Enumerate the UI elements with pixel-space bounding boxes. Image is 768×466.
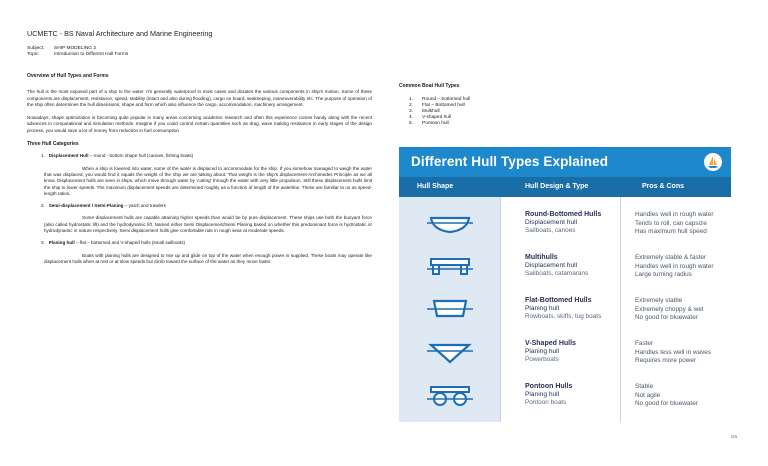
- category-item: [27, 153, 372, 197]
- col-hull-shape: Hull Shape: [417, 183, 454, 190]
- category-title: Displacement Hull: [48, 153, 89, 159]
- multihull-icon: [425, 253, 475, 279]
- overview-paragraph-1: The hull is the most exposed part of a ship to the water. It's generally waterproof in most cases and dictates the various components in ship's motion. Some of these components are displacement, resistance, speed, stability (intact and also during flooding), cargo on board, seakeeping, maneuverability etc. The purpose of operation of the ship often determines the hull dimensions, shape and form which also influence the cargo, accommodation, machinery arrangement.: [27, 89, 372, 107]
- hull-design-type: Planing hull: [525, 348, 560, 355]
- category-text: When a ship is lowered into water, some of the water is displaced to accommodate for the ship. If you somehow managed to weigh the water that was displaced, you would find it equals the weight of the ship we are talking about. That weight is the ship's displacement-Archimedes Principle as we all know. Displacement hulls are seen in ships, which move through water by 'cutting' through the water with very little propulsion. Still these displacement hulls limit the ship to lower speeds. The maximum displacement speeds are determined roughly as a function of length of the waterline. These are familiar to us as speed-length ratios.: [44, 165, 372, 196]
- list-item: 3. Multihull: [409, 109, 440, 114]
- pros-cons-line: No good for bluewater: [635, 400, 698, 408]
- hull-pros-cons: [635, 254, 714, 280]
- hull-row: [399, 244, 731, 287]
- hull-design-name: Flat-Bottomed Hulls: [525, 297, 592, 304]
- list-item-text: Round – bottomed hull: [422, 97, 471, 102]
- list-item: 5. Pontoon hull: [409, 121, 449, 126]
- hull-pros-cons: [635, 297, 704, 323]
- subject-block: [27, 46, 128, 58]
- list-item-text: Pontoon hull: [422, 121, 449, 126]
- hull-design-type: Displacement hull: [525, 262, 578, 269]
- hull-examples: Pontoon boats: [525, 399, 567, 406]
- list-item-text: Flat – Bottomed hull: [422, 103, 465, 108]
- pros-cons-line: Handles less well in waves: [635, 348, 712, 356]
- category-number: 2.: [41, 203, 45, 209]
- hull-pros-cons: [635, 340, 711, 366]
- pros-cons-line: Large turning radius: [635, 271, 692, 279]
- list-item: 4. V-shaped hull: [409, 115, 452, 120]
- list-item: 2. Flat – Bottomed hull: [409, 103, 465, 108]
- pros-cons-line: No good for bluewater: [635, 314, 698, 322]
- flat-hull-icon: [425, 296, 475, 322]
- col-pros-cons: Pros & Cons: [642, 183, 685, 190]
- hull-design-name: Pontoon Hulls: [525, 383, 573, 390]
- pros-cons-line: Has maximum hull speed: [635, 228, 707, 236]
- common-list-heading: Common Boat Hull Types: [399, 83, 460, 89]
- overview-paragraph-2: Nowadays, shape optimization is becoming quite popular in many areas concerning academic research and often this experience comes handy along with the recent advances in computational and simulation methods. Imagine if you could control certain quantities such as drag, wave making resistance in early stages of the design process, you would save a lot of money from reduction in fuel consumption: [27, 115, 372, 133]
- hull-design-type: Planing hull: [525, 305, 560, 312]
- pros-cons-line: Tends to roll, can capsize: [635, 219, 707, 227]
- hull-design-type: Planing hull: [525, 391, 560, 398]
- hull-pros-cons: [635, 211, 714, 237]
- round-hull-icon: [425, 210, 475, 236]
- hull-design-name: Round-Bottomed Hulls: [525, 211, 602, 218]
- hull-row: [399, 287, 731, 330]
- hull-examples: Sailboats, catamarans: [525, 270, 589, 277]
- category-subtitle: – yatch and trawlers: [123, 203, 166, 209]
- sailboat-logo-icon: [704, 153, 722, 171]
- overview-heading: Overview of Hull Types and Forms: [27, 73, 109, 79]
- col-hull-design: Hull Design & Type: [525, 183, 589, 190]
- left-column: [27, 73, 372, 271]
- category-text: Some displacement hulls are capable attaining higher speeds than would be by pure displacement. These ships use both the buoyant force (also called hydrostatic lift) and the hydrodynamic lift. Named either Semi Displacement/Semi Planing based on whether this predominant force is hydrostatic or hydrodynamic in nature respectively. Semi displacement hulls give comfortable ride in rough seas at moderate speeds.: [44, 215, 372, 234]
- v-hull-icon: [425, 339, 475, 365]
- topic-label: Topic:: [27, 52, 40, 57]
- category-number: 1.: [41, 153, 45, 159]
- topic-value: Introduction to Different Hull Forms: [54, 52, 129, 57]
- pros-cons-line: Extremely stable & faster: [635, 254, 707, 261]
- category-item: [27, 203, 372, 234]
- pros-cons-line: Extremely stable: [635, 297, 683, 304]
- infographic-column-headers: [399, 177, 731, 197]
- document-header: UCMETC - BS Naval Architecture and Marine Engineering: [27, 29, 213, 38]
- category-text: Boats with planing hulls are designed to rise up and glide on top of the water when enough power is supplied. These boats may operate like displacement hulls when at rest or at slow speeds but climb toward the surface of the water as they move faster.: [44, 252, 372, 264]
- category-title: Semi-displacement / Semi-Planing: [48, 203, 124, 209]
- categories-heading: Three Hull Categories: [27, 141, 79, 148]
- category-subtitle: – flat – bottomed and V-shaped hulls (small sailboats): [74, 240, 186, 246]
- footer-mark: cta: [731, 434, 738, 439]
- category-number: 3.: [41, 240, 45, 246]
- infographic-title-bar: [399, 147, 731, 177]
- pros-cons-line: Extremely choppy & wet: [635, 305, 704, 313]
- list-item: 1. Round – bottomed hull: [409, 97, 471, 102]
- pros-cons-line: Requires more power: [635, 357, 697, 365]
- hull-row: [399, 330, 731, 373]
- category-subtitle: – round - bottom shape hull (canoes, fishing boats): [88, 153, 194, 159]
- subject-value: SHIP MODELING 2: [54, 46, 97, 51]
- pros-cons-line: Handles well in rough water: [635, 262, 714, 270]
- pros-cons-line: Faster: [635, 340, 654, 347]
- hull-design-name: Multihulls: [525, 254, 558, 261]
- subject-label: Subject:: [27, 46, 45, 51]
- pros-cons-line: Not agile: [635, 391, 661, 399]
- hull-examples: Powerboats: [525, 356, 559, 363]
- common-hull-list: [399, 83, 470, 127]
- category-item: [27, 240, 372, 265]
- infographic-title: Different Hull Types Explained: [411, 154, 609, 169]
- hull-row: [399, 373, 731, 416]
- hull-row: [399, 201, 731, 244]
- hull-pros-cons: [635, 383, 698, 409]
- hull-design-type: Displacement hull: [525, 219, 578, 226]
- category-title: Planing hull: [48, 240, 75, 246]
- pros-cons-line: Stable: [635, 383, 654, 390]
- hull-examples: Sailboats, canoes: [525, 227, 576, 234]
- hull-examples: Rowboats, skiffs, tug boats: [525, 313, 602, 320]
- hull-types-infographic: [399, 147, 731, 422]
- list-item-text: V-shaped hull: [422, 115, 452, 120]
- pros-cons-line: Handles well in rough water: [635, 211, 714, 218]
- list-item-text: Multihull: [422, 109, 440, 114]
- hull-design-name: V-Shaped Hulls: [525, 340, 576, 347]
- pontoon-hull-icon: [425, 382, 475, 408]
